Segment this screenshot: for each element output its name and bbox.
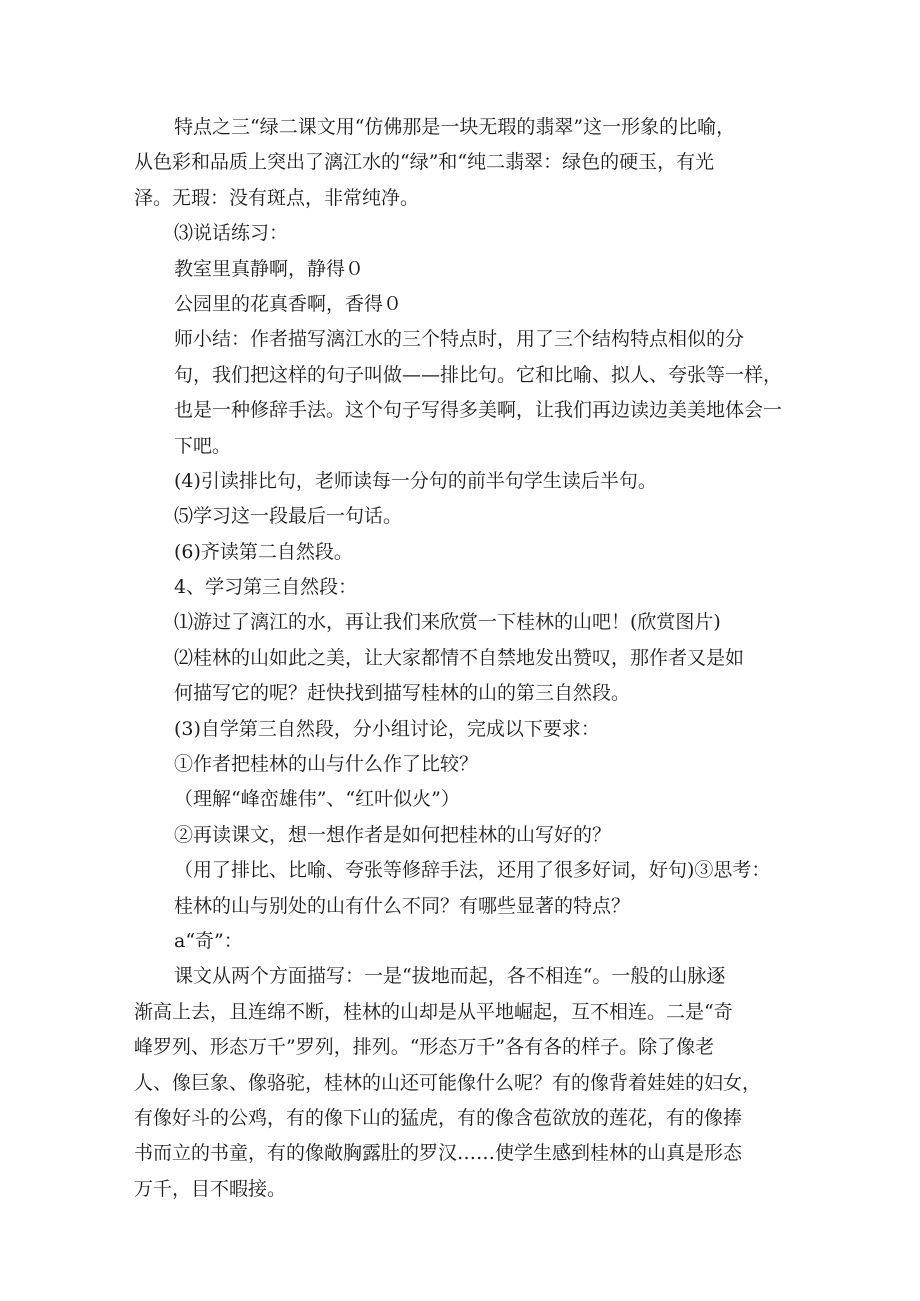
text-line: 教室里真静啊，静得０ <box>174 257 365 280</box>
text-line: 公园里的花真香啊，香得０ <box>174 292 403 315</box>
text-line: ⑸学习这一段最后一句话。 <box>174 505 403 528</box>
text-line: 渐高上去，且连绵不断，桂林的山却是从平地崛起，互不相连。二是“奇 <box>134 1000 733 1023</box>
text-line: ②再读课文，想一想作者是如何把桂林的山写好的？ <box>174 823 612 846</box>
text-line: ⑶说话练习： <box>174 222 289 245</box>
document-body <box>134 110 794 1207</box>
text-line: 有像好斗的公鸡，有的像下山的猛虎，有的像含苞欲放的莲花，有的像捧 <box>134 1106 743 1129</box>
text-line: (6)齐读第二自然段。 <box>174 540 353 563</box>
text-line: 4、学习第三自然段： <box>174 576 358 599</box>
text-line: ⑵桂林的山如此之美，让大家都情不自禁地发出赞叹，那作者又是如 <box>174 646 745 669</box>
text-line: 万千，目不暇接。 <box>134 1177 287 1200</box>
text-line: 书而立的书童，有的像敞胸露肚的罗汉……使学生感到桂林的山真是形态 <box>134 1142 743 1165</box>
text-line: 峰罗列、形态万千”罗列，排列。“形态万千”各有各的样子。除了像老 <box>134 1036 715 1059</box>
text-line: （用了排比、比喻、夸张等修辞手法，还用了很多好词，好句)③思考： <box>174 859 771 882</box>
text-line: 人、像巨象、像骆驼，桂林的山还可能像什么呢？有的像背着娃娃的妇女， <box>134 1071 762 1094</box>
text-line: 下吧。 <box>174 434 232 457</box>
text-line: 也是一种修辞手法。这个句子写得多美啊，让我们再边读边美美地体会一 <box>174 399 783 422</box>
text-line: (4)引读排比句，老师读每一分句的前半句学生读后半句。 <box>174 469 657 492</box>
text-line: a“奇”： <box>174 929 243 952</box>
text-line: 课文从两个方面描写：一是“拔地而起，各不相连“。一般的山脉逐 <box>174 965 726 988</box>
text-line: 句，我们把这样的句子叫做——排比句。它和比喻、拟人、夸张等一样， <box>174 363 783 386</box>
text-line: (3)自学第三自然段，分小组讨论，完成以下要求： <box>174 717 600 740</box>
text-line: ①作者把桂林的山与什么作了比较？ <box>174 753 479 776</box>
text-line: ⑴游过了漓江的水，再让我们来欣赏一下桂林的山吧！(欣赏图片) <box>174 611 721 634</box>
text-line: 泽。无瑕：没有斑点，非常纯净。 <box>134 186 420 209</box>
text-line: 桂林的山与别处的山有什么不同？有哪些显著的特点？ <box>174 894 631 917</box>
text-line: 何描写它的呢？赶快找到描写桂林的山的第三自然段。 <box>174 682 631 705</box>
text-line: 从色彩和品质上突出了漓江水的“绿”和“纯二翡翠：绿色的硬玉，有光 <box>134 151 715 174</box>
text-line: 特点之三“绿二课文用“仿佛那是一块无瑕的翡翠”这一形象的比喻， <box>174 116 736 138</box>
text-line: 师小结：作者描写漓江水的三个特点时，用了三个结构特点相似的分 <box>174 328 745 351</box>
text-line: （理解“峰峦雄伟”、“红叶似火”） <box>174 788 460 811</box>
